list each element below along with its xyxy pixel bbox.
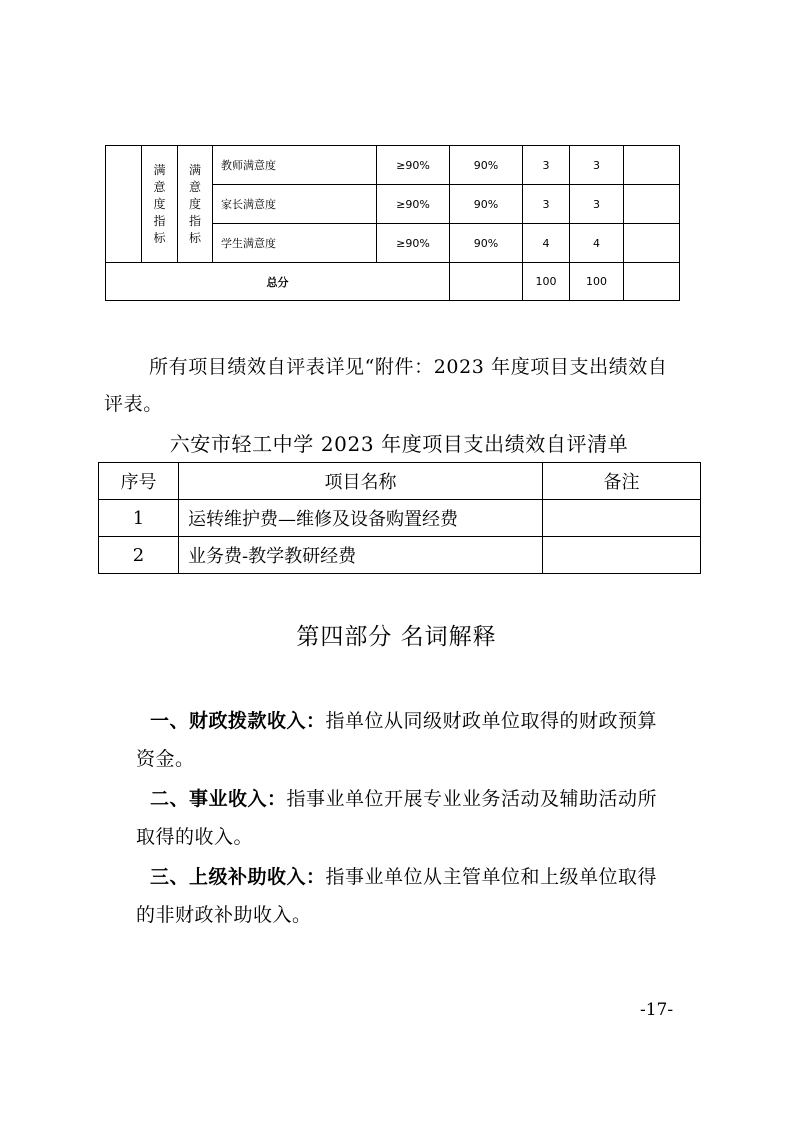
- indicator-name: 学生满意度: [213, 224, 377, 263]
- performance-table: [105, 145, 680, 301]
- definition-term: 三、上级补助收入：: [150, 866, 326, 888]
- definition-text: 指事业单位开展专业业务活动及辅助活动所: [286, 788, 658, 810]
- header-remark: 备注: [543, 463, 701, 500]
- note-cell: [624, 224, 680, 263]
- indicator-name: 教师满意度: [213, 146, 377, 185]
- weight-value: 3: [523, 185, 570, 224]
- row-name: 运转维护费—维修及设备购置经费: [179, 500, 543, 537]
- definition-text: 指单位从同级财政单位取得的财政预算: [325, 710, 658, 732]
- target-value: ≥90%: [377, 146, 450, 185]
- section-heading: 第四部分 名词解释: [296, 624, 497, 650]
- target-value: ≥90%: [377, 224, 450, 263]
- project-list-table: [98, 462, 701, 574]
- total-weight: 100: [523, 263, 570, 301]
- definition-3: [136, 858, 696, 934]
- definition-text: 指事业单位从主管单位和上级单位取得: [325, 866, 658, 888]
- note-cell: [624, 146, 680, 185]
- total-note-cell: [624, 263, 680, 301]
- definition-text-cont: 的非财政补助收入。: [136, 904, 312, 926]
- page-number: -17-: [640, 1000, 674, 1020]
- table-row: [106, 146, 680, 185]
- level1-indicator-cell: [106, 146, 142, 263]
- attachment-note-line2: 评表。: [104, 393, 163, 415]
- total-score: 100: [570, 263, 624, 301]
- header-name: 项目名称: [179, 463, 543, 500]
- level3-indicator-cell: 满 意 度 指 标: [178, 146, 213, 263]
- table-row: [99, 500, 701, 537]
- score-value: 4: [570, 224, 624, 263]
- row-no: 1: [99, 500, 179, 537]
- note-cell: [624, 185, 680, 224]
- weight-value: 4: [523, 224, 570, 263]
- table-header-row: [99, 463, 701, 500]
- total-actual-cell: [450, 263, 523, 301]
- definition-text-cont: 取得的收入。: [136, 826, 254, 848]
- target-value: ≥90%: [377, 185, 450, 224]
- score-value: 3: [570, 185, 624, 224]
- header-no: 序号: [99, 463, 179, 500]
- indicator-name: 家长满意度: [213, 185, 377, 224]
- row-remark: [543, 500, 701, 537]
- row-remark: [543, 537, 701, 574]
- definition-text-cont: 资金。: [136, 748, 195, 770]
- actual-value: 90%: [450, 185, 523, 224]
- actual-value: 90%: [450, 146, 523, 185]
- definition-term: 二、事业收入：: [150, 788, 287, 810]
- total-label: 总分: [106, 263, 450, 301]
- definition-1: [136, 702, 696, 778]
- weight-value: 3: [523, 146, 570, 185]
- definition-term: 一、财政拨款收入：: [150, 710, 326, 732]
- attachment-note-line1: 所有项目绩效自评表详见“附件：2023 年度项目支出绩效自: [149, 356, 668, 378]
- table-row: [99, 537, 701, 574]
- score-value: 3: [570, 146, 624, 185]
- row-name: 业务费-教学教研经费: [179, 537, 543, 574]
- row-no: 2: [99, 537, 179, 574]
- list-title: 六安市轻工中学 2023 年度项目支出绩效自评清单: [169, 432, 629, 456]
- actual-value: 90%: [450, 224, 523, 263]
- level2-indicator-cell: 满 意 度 指 标: [142, 146, 178, 263]
- total-row: [106, 263, 680, 301]
- definition-2: [136, 780, 696, 856]
